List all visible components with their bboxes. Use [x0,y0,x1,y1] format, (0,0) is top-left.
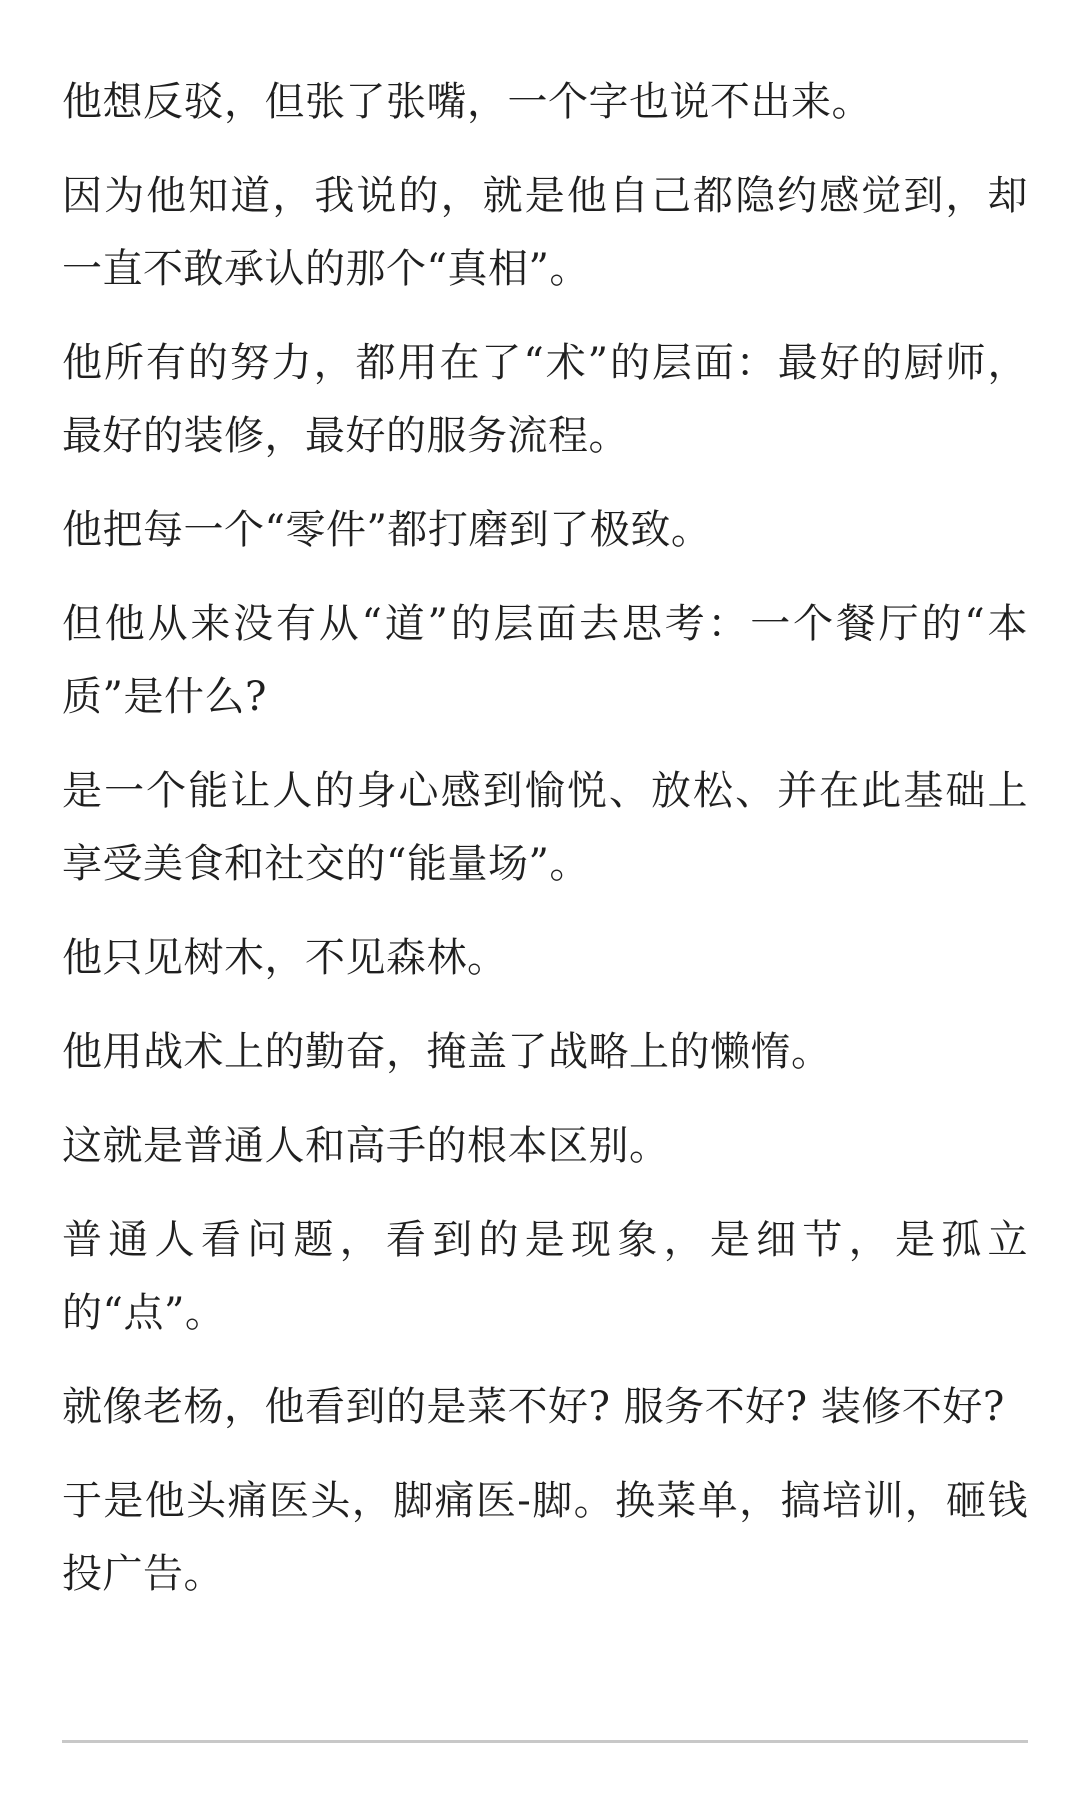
paragraph: 他用战术上的勤奋，掩盖了战略上的懒惰。 [62,1029,832,1075]
article-body [62,66,1028,1632]
paragraph: 因为他知道，我说的，就是他自己都隐约感觉到，却一直不敢承认的那个“真相”。 [62,173,1028,292]
paragraph: 但他从来没有从“道”的层面去思考：一个餐厅的“本质”是什么? [62,601,1028,720]
paragraph: 普通人看问题，看到的是现象，是细节，是孤立的“点”。 [62,1217,1028,1336]
paragraph: 他只见树木，不见森林。 [62,935,508,981]
paragraph: 他想反驳，但张了张嘴，一个字也说不出来。 [62,79,872,125]
paragraph: 于是他头痛医头，脚痛医-脚。换菜单，搞培训，砸钱投广告。 [62,1478,1028,1597]
paragraph: 他所有的努力，都用在了“术”的层面：最好的厨师，最好的装修，最好的服务流程。 [62,340,1028,459]
paragraph: 这就是普通人和高手的根本区别。 [62,1123,670,1169]
section-divider [62,1740,1028,1743]
paragraph: 就像老杨，他看到的是菜不好? 服务不好? 装修不好? [62,1384,1005,1430]
paragraph: 是一个能让人的身心感到愉悦、放松、并在此基础上享受美食和社交的“能量场”。 [62,768,1028,887]
paragraph: 他把每一个“零件”都打磨到了极致。 [62,507,712,553]
